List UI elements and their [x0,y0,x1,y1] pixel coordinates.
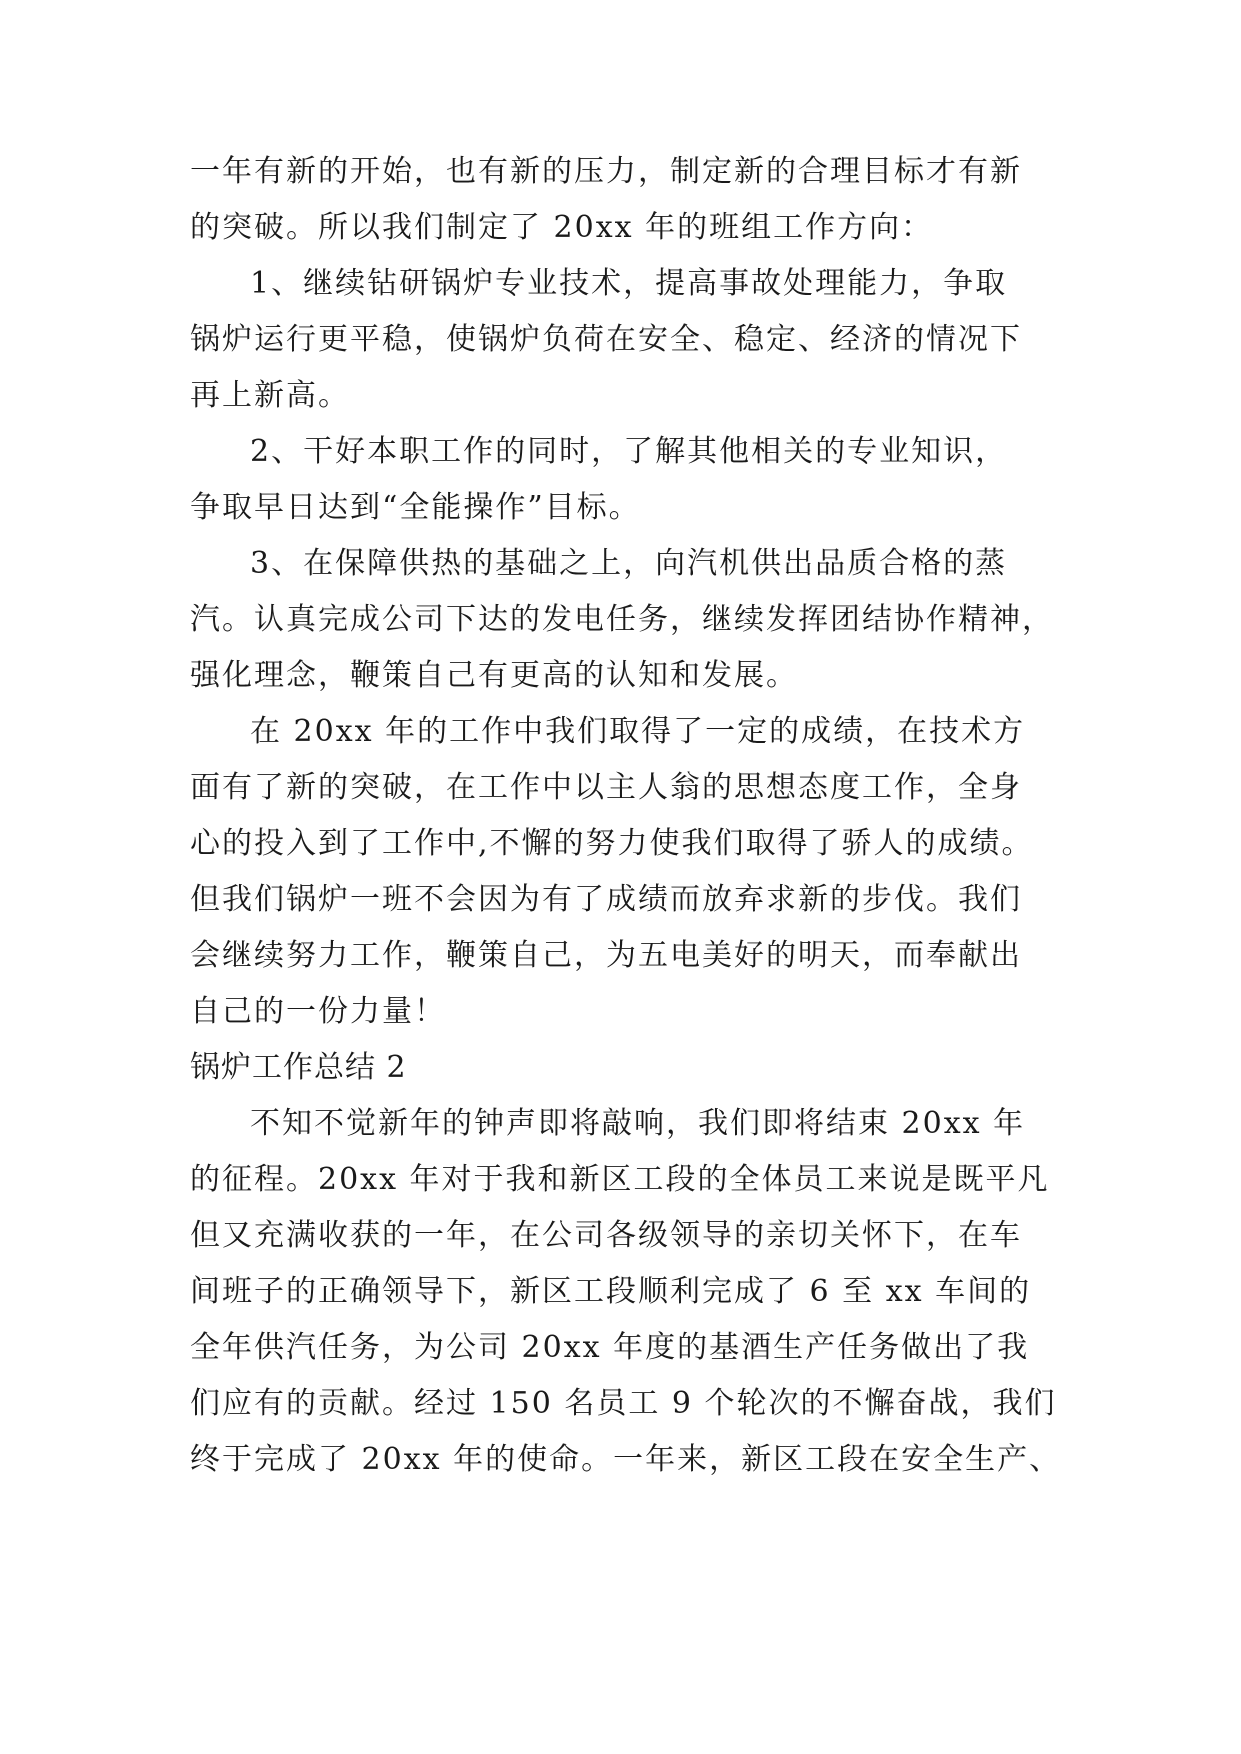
list-item-3-line: 强化理念，鞭策自己有更高的认知和发展。 [190,658,798,693]
paragraph-line: 但又充满收获的一年，在公司各级领导的亲切关怀下，在车 [190,1218,1022,1253]
list-item-1-line: 再上新高。 [190,378,350,413]
paragraph-line: 终于完成了 20xx 年的使命。一年来，新区工段在安全生产、 [190,1442,1062,1477]
paragraph-line: 会继续努力工作，鞭策自己，为五电美好的明天，而奉献出 [190,938,1022,973]
paragraph-line: 间班子的正确领导下，新区工段顺利完成了 6 至 xx 车间的 [190,1274,1032,1309]
list-item-3-line: 3、在保障供热的基础之上，向汽机供出品质合格的蒸 [250,546,1008,581]
list-item-2-line: 2、干好本职工作的同时，了解其他相关的专业知识， [250,434,1008,469]
paragraph-line: 的征程。20xx 年对于我和新区工段的全体员工来说是既平凡 [190,1162,1050,1197]
list-item-2-line: 争取早日达到“全能操作”目标。 [190,490,641,525]
list-item-1-line: 1、继续钻研锅炉专业技术，提高事故处理能力，争取 [250,266,1008,301]
paragraph-line: 但我们锅炉一班不会因为有了成绩而放弃求新的步伐。我们 [190,882,1022,917]
paragraph-line: 不知不觉新年的钟声即将敲响，我们即将结束 20xx 年 [250,1106,1026,1141]
section-heading: 锅炉工作总结 2 [190,1050,407,1085]
list-item-1-line: 锅炉运行更平稳，使锅炉负荷在安全、稳定、经济的情况下 [190,322,1022,357]
paragraph-line: 们应有的贡献。经过 150 名员工 9 个轮次的不懈奋战，我们 [190,1386,1057,1421]
paragraph-line: 自己的一份力量！ [190,994,446,1029]
list-item-3-line: 汽。认真完成公司下达的发电任务，继续发挥团结协作精神， [190,602,1054,637]
paragraph-line: 心的投入到了工作中,不懈的努力使我们取得了骄人的成绩。 [190,826,1034,861]
paragraph-line: 面有了新的突破，在工作中以主人翁的思想态度工作，全身 [190,770,1022,805]
paragraph-line: 全年供汽任务，为公司 20xx 年度的基酒生产任务做出了我 [190,1330,1030,1365]
paragraph-line: 的突破。所以我们制定了 20xx 年的班组工作方向： [190,210,934,245]
paragraph-line: 在 20xx 年的工作中我们取得了一定的成绩，在技术方 [250,714,1026,749]
paragraph-line: 一年有新的开始，也有新的压力，制定新的合理目标才有新 [190,154,1022,189]
